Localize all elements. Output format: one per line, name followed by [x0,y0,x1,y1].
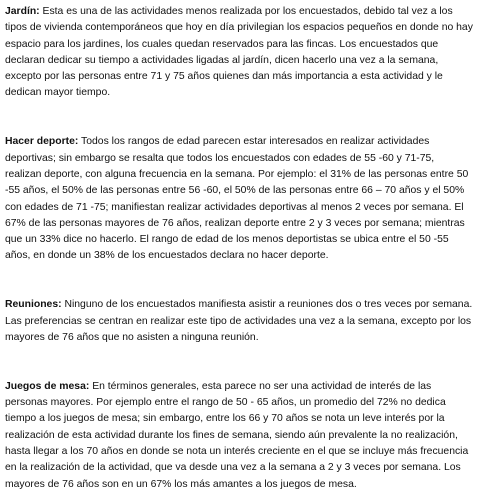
paragraph-gap [5,102,473,135]
section-text-reuniones: Ninguno de los encuestados manifiesta asistir a reuniones dos o tres veces por semana. Las preferencias se centran en realizar este tipo de actividades una vez a la semana, excepto por los mayores de 76 años que no asisten a ninguna reunión. [5,299,473,343]
section-heading-juegos-de-mesa: Juegos de mesa: [5,380,90,392]
section-text-hacer-deporte: Todos los rangos de edad parecen estar interesados en realizar actividades deportivas; sin embargo se resalta que todos los encuestados con edades de 55 -60 y 71-75, realizan deporte, con alguna frecuencia en la semana. Por ejemplo: el 31% de las personas entre 50 -55 años, el 50% de las personas entre 56 -60, el 50% de las personas entre 66 – 70 años y el 50% con edades de 71 -75; manifiestan realizar actividades deportivas al menos 2 veces por semana. El 67% de las personas mayores de 76 años, realizan deporte entre 2 y 3 veces por semana; mientras que un 33% dice no hacerlo. El rango de edad de los menos deportistas se ubica entre el 50 -55 años, en donde un 38% de los encuestados declara no hacer deporte. [5,136,469,262]
section-text-juegos-de-mesa: En términos generales, esta parece no ser una actividad de interés de las personas mayores. Por ejemplo entre el rango de 50 - 65 años, un promedio del 72% no dedica tiempo a los juegos de mesa; sin embargo, entre los 66 y 70 años se nota un leve interés por la realización de esta actividad durante los fines de semana, siendo aún prevalente la no realización, hasta llegar a los 70 años en donde se nota un interés creciente en el que se incluye más frecuencia en la realización de la actividad, que va desde una vez a la semana a 2 y 3 veces por semana. Los mayores de 76 años son en un 67% los más amantes a los juegos de mesa. [5,380,469,490]
section-text-jardin: Esta es una de las actividades menos realizada por los encuestados, debido tal vez a los tipos de vivienda contemporáneos que hoy en día privilegian los espacios pequeños en donde no hay espacio para los jardines, los cuales quedan reservados para las fincas. Los encuestados que declaran dedicar su tiempo a actividades ligadas al jardín, dicen hacerlo una vez a la semana, excepto por las personas entre 71 y 75 años quienes dan más importancia a esta actividad y le dedican mayor tiempo. [5,6,473,99]
section-reuniones [5,297,473,346]
section-jardin [5,4,473,102]
paragraph-gap [5,265,473,298]
section-hacer-deporte [5,134,473,264]
section-heading-reuniones: Reuniones: [5,299,62,311]
paragraph-gap [5,346,473,379]
section-juegos-de-mesa [5,379,473,493]
section-heading-jardin: Jardín: [5,6,40,17]
section-heading-hacer-deporte: Hacer deporte: [5,136,79,148]
